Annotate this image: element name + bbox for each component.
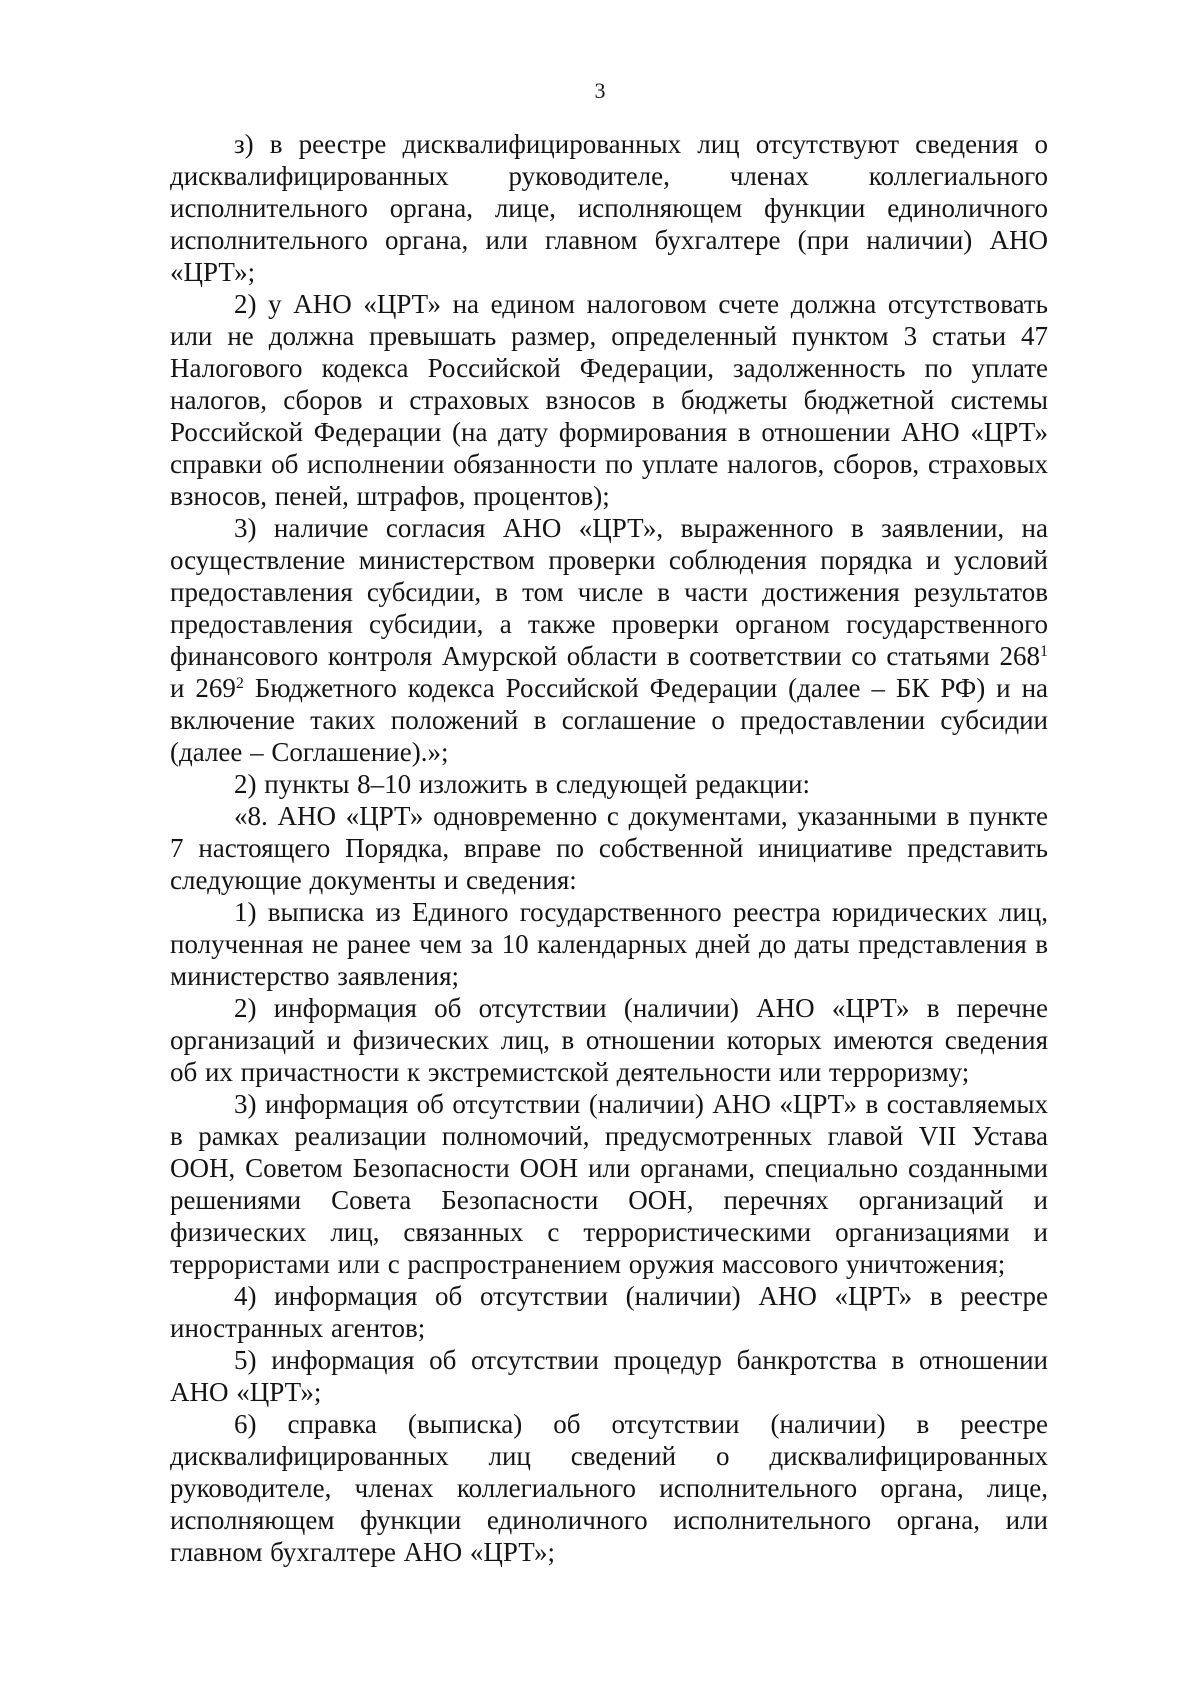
list-item-3-un-lists: 3) информация об отсутствии (наличии) АНО «ЦРТ» в составляемых в рамках реализации полномочий, предусмотренных главой VII Устава ООН, Советом Безопасности ООН или органами, специально созданными решениями Совета Безопасности ООН, перечнях организаций и физических лиц, связанных с террористическими организациями и террористами или с распространением оружия массового уничтожения; [170,1089,1048,1279]
paragraph-item-8: «8. АНО «ЦРТ» одновременно с документами, указанными в пункте 7 настоящего Порядка, вправе по собственной инициативе представить следующие документы и сведения: [170,801,1048,895]
consent-text-part-3: Бюджетного кодекса Российской Федерации (далее – БК РФ) и на включение таких положений в соглашение о предоставлении субсидии (далее – Соглашение).»; [170,673,1048,767]
list-item-6-disqualified-persons: 6) справка (выписка) об отсутствии (наличии) в реестре дисквалифицированных лиц сведений о дисквалифицированных руководителе, членах коллегиального исполнительного органа, лице, исполняющем функции единоличного исполнительного органа, или главном бухгалтере АНО «ЦРТ»; [170,1409,1048,1567]
document-body [170,128,1048,1568]
superscript-1: 1 [1040,643,1048,661]
superscript-2: 2 [235,675,244,693]
page-number: 3 [594,78,606,103]
consent-text-part-1: 3) наличие согласия АНО «ЦРТ», выраженного в заявлении, на осуществление министерством проверки соблюдения порядка и условий предоставления субсидии, в том числе в части достижения результатов предоставления субсидии, а также проверки органом государственного финансового контроля Амурской области в соответствии со статьями 268 [170,513,1048,671]
paragraph-subitem-z: з) в реестре дисквалифицированных лиц отсутствуют сведения о дисквалифицированных руководителе, членах коллегиального исполнительного органа, лице, исполняющем функции единоличного исполнительного органа, или главном бухгалтере (при наличии) АНО «ЦРТ»; [170,129,1048,287]
list-item-2-extremism-list: 2) информация об отсутствии (наличии) АНО «ЦРТ» в перечне организаций и физических лиц, в отношении которых имеются сведения об их причастности к экстремистской деятельности или терроризму; [170,993,1048,1087]
list-item-1-egrul-extract: 1) выписка из Единого государственного реестра юридических лиц, полученная не ранее чем за 10 календарных дней до даты представления в министерство заявления; [170,897,1048,991]
paragraph-item-2-tax-debt: 2) у АНО «ЦРТ» на едином налоговом счете должна отсутствовать или не должна превышать размер, определенный пунктом 3 статьи 47 Налогового кодекса Российской Федерации, задолженность по уплате налогов, сборов и страховых взносов в бюджеты бюджетной системы Российской Федерации (на дату формирования в отношении АНО «ЦРТ» справки об исполнении обязанности по уплате налогов, сборов, страховых взносов, пеней, штрафов, процентов); [170,289,1048,511]
consent-text-part-2: и 269 [170,673,236,703]
paragraph-amendment-items-8-10: 2) пункты 8–10 изложить в следующей редакции: [234,769,811,799]
list-item-5-bankruptcy: 5) информация об отсутствии процедур банкротства в отношении АНО «ЦРТ»; [170,1345,1048,1407]
list-item-4-foreign-agents: 4) информация об отсутствии (наличии) АНО «ЦРТ» в реестре иностранных агентов; [170,1281,1048,1343]
paragraph-item-3-consent [170,512,1048,768]
